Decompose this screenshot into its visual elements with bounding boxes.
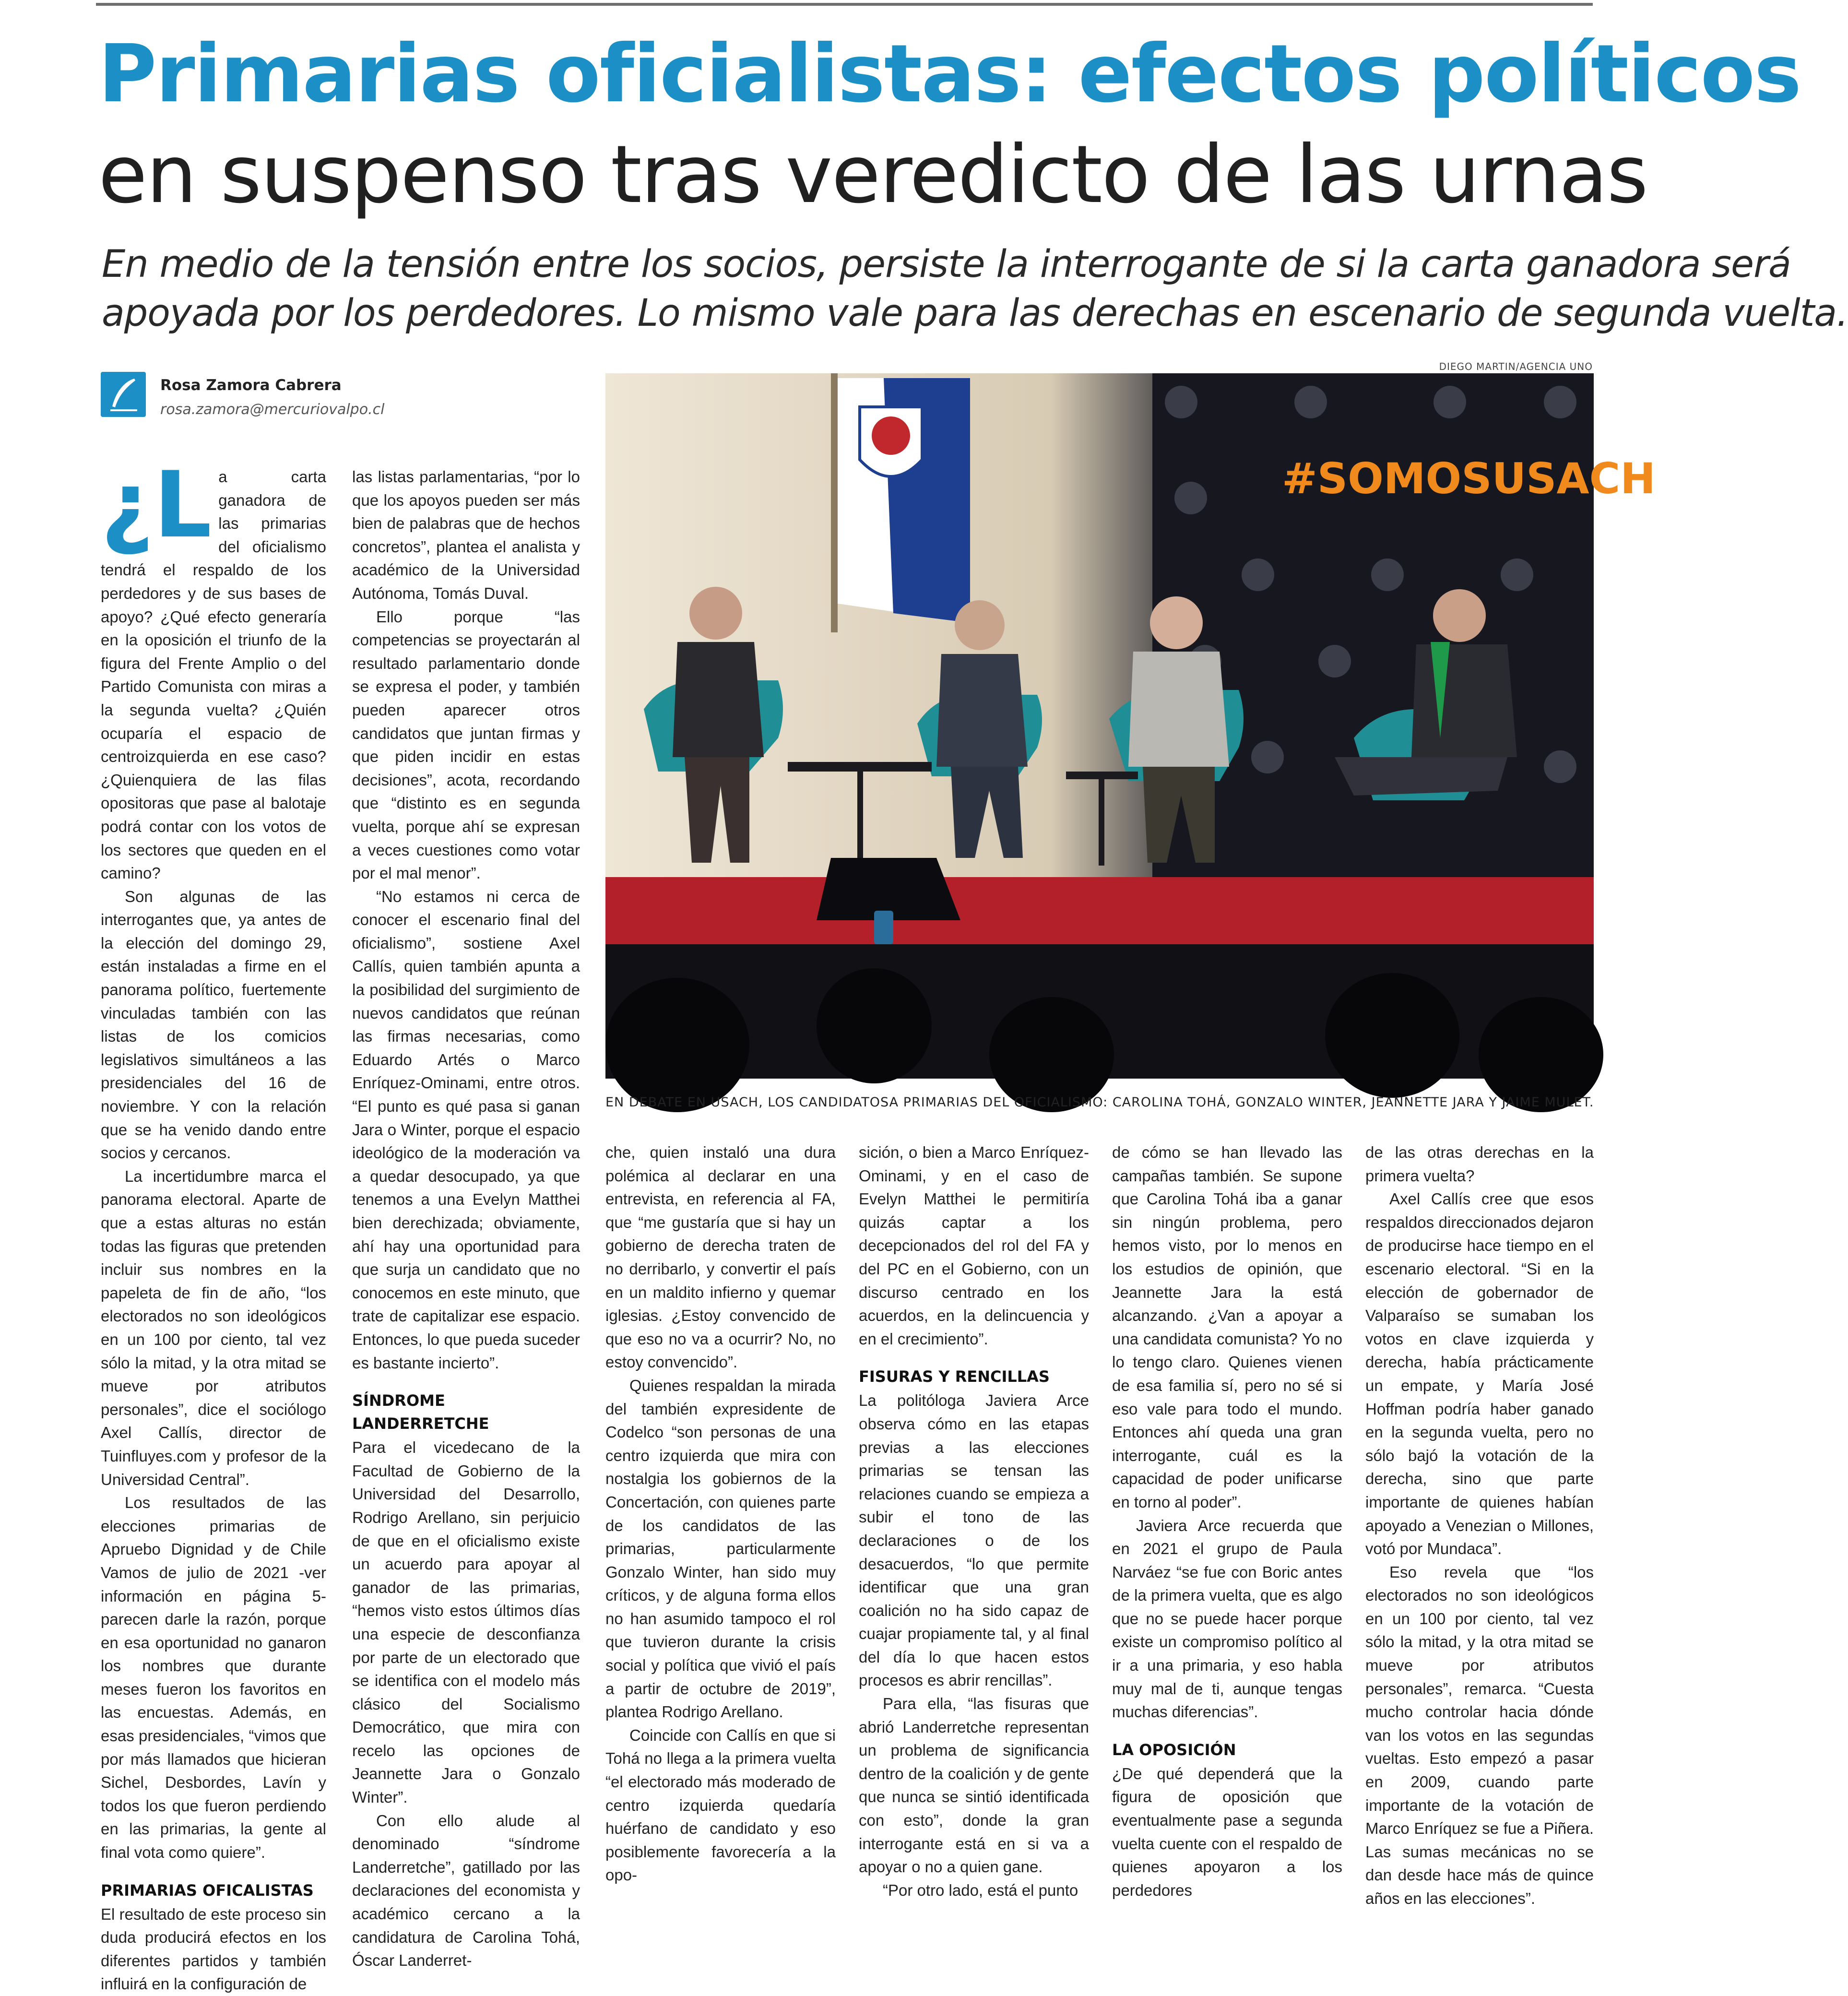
paragraph: de las otras derechas en la primera vuelta? — [1365, 1143, 1594, 1185]
paragraph: “Por otro lado, está el punto — [883, 1881, 1078, 1899]
photo-caption: EN DEBATE EN USACH, LOS CANDIDATOSA PRIMARIAS DEL OFICIALISMO: CAROLINA TOHÁ, GONZALO WINTER, JEANNETTE JARA Y JAIME MULET. — [605, 1095, 1594, 1110]
paragraph: Ello porque “las competencias se proyectarán al resultado parlamentario donde se expresa el poder, y también pueden aparecer otros candidatos que juntan firmas y que piden incidir en estas decisiones”, acota, recordando que “distinto es en segunda vuelta, porque ahí se expresan a veces cuestiones como votar por el mal menor”. — [352, 607, 580, 882]
article-column-4 — [859, 1141, 1089, 1902]
headline-line-2: en suspenso tras veredicto de las urnas — [98, 129, 1647, 221]
paragraph: “No estamos ni cerca de conocer el escenario final del oficialismo”, sostiene Axel Callís, quien también apunta a la posibilidad del surgimiento de nuevos candidatos que reúnan las firmas necesarias, como Eduardo Artés o Marco Enríquez-Ominami, entre otros. “El punto es qué pasa si ganan Jara o Winter, porque el espacio ideológico de la moderación va a quedar desocupado, ya que tenemos a una Evelyn Matthei bien derechizada; obviamente, ahí hay una oportunidad para que surja un candidato que no conocemos en este minuto, que trate de capitalizar ese espacio. Entonces, lo que pueda suceder es bastante incierto”. — [352, 887, 580, 1372]
headline-line-1: Primarias oficialistas: efectos políticos — [98, 28, 1801, 120]
paragraph: las listas parlamentarias, “por lo que los apoyos pueden ser más bien de palabras que de hechos concretos”, plantea el analista y académico de la Universidad Autónoma, Tomás Duval. — [352, 468, 580, 602]
debate-photo — [605, 373, 1656, 1079]
byline-author: Rosa Zamora Cabrera — [160, 377, 342, 394]
quill-icon — [101, 372, 146, 417]
paragraph: ¿De qué dependerá que la figura de oposición que eventualmente pase a segunda vuelta cuente con el respaldo de quienes apoyaron a los perdedores — [1112, 1764, 1342, 1899]
paragraph: Coincide con Callís en que si Tohá no llega a la primera vuelta “el electorado más moderado de centro izquierda quedaría huérfano de candidato y eso posiblemente favorecería a la opo- — [605, 1726, 836, 1884]
section-heading: LA OPOSICIÓN — [1112, 1740, 1236, 1759]
byline-email-link[interactable]: rosa.zamora@mercuriovalpo.cl — [160, 401, 385, 418]
section-heading: FISURAS Y RENCILLAS — [859, 1367, 1050, 1386]
paragraph: Axel Callís cree que esos respaldos direccionados dejaron de producirse hace tiempo en el escenario electoral. “Si en la elección de gobernador de Valparaíso se sumaban los votos en clave izquierda y derecha, había prácticamente un empate, y María José Hoffman podría haber ganado en la segunda vuelta, pero no sólo bajó la votación de la derecha, sino que parte importante de quienes habían apoyado a Venezian o Millones, votó por Mundaca”. — [1365, 1190, 1594, 1558]
deck-subtitle — [102, 240, 1848, 338]
paragraph: Para el vicedecano de la Facultad de Gobierno de la Universidad del Desarrollo, Rodrigo Arellano, sin perjuicio de que en el oficialismo existe un acuerdo para apoyar al ganador de las primarias, “hemos visto estos últimos días una especie de desconfianza por parte de un electorado que se identifica con el modelo más clásico del Socialismo Democrático, que mira con recelo las opciones de Jeannette Jara o Gonzalo Winter”. — [352, 1438, 580, 1806]
article-column-6 — [1365, 1141, 1594, 1911]
dropcap: ¿L — [101, 452, 212, 558]
article-column-3 — [605, 1141, 836, 1887]
paragraph: Son algunas de las interrogantes que, ya antes de la elección del domingo 29, están instaladas a firme en el panorama político, fuertemente vinculadas también con las listas de los comicios legislativos simultáneos a las presidenciales del 16 de noviembre. Y con la relación que se ha venido dando entre socios y cercanos. — [101, 887, 326, 1162]
paragraph: Los resultados de las elecciones primarias de Apruebo Dignidad y de Chile Vamos de julio de 2021 -ver información en página 5- parecen darle la razón, porque en esa oportunidad no ganaron los nombres que durante meses fueron los favoritos en las encuestas. Además, en esas presidenciales, “vimos que por más llamados que hicieran Sichel, Desbordes, Lavín y todos los que fueron perdiendo en las primarias, la gente al final vota como quiere”. — [101, 1494, 326, 1862]
paragraph: El resultado de este proceso sin duda producirá efectos en los diferentes partidos y también influirá en la configuración de — [101, 1905, 326, 1993]
paragraph: Con ello alude al denominado “síndrome Landerretche”, gatillado por las declaraciones del economista y académico cercano a la candidatura de Carolina Tohá, Óscar Landerret- — [352, 1811, 580, 1970]
paragraph: Eso revela que “los electorados no son ideológicos en un 100 por ciento, tal vez sólo la mitad, y la otra mitad se mueve por atributos personales”, remarca. “Cuesta mucho controlar hacia dónde van los votos en las segundas vueltas. Esto empezó a pasar en 2009, cuando parte importante de la votación de Marco Enríquez se fue a Piñera. Las sumas mecánicas no se dan desde hace más de quince años en las elecciones”. — [1365, 1563, 1594, 1907]
lead-text: a carta ganadora de las primarias del oficialismo tendrá el respaldo de los perdedores y de sus bases de apoyo? ¿Qué efecto generaría en la oposición el triunfo de la figura del Frente Amplio o del Partido Comunista con miras a la segunda vuelta? ¿Quién ocuparía el espacio de centroizquierda en ese caso? ¿Quienquiera de las filas opositoras que pase al balotaje podrá contar con los votos de los sectores que queden en el camino? — [101, 468, 326, 882]
photo-credit: DIEGO MARTIN/AGENCIA UNO — [1439, 361, 1593, 372]
paragraph — [101, 452, 326, 885]
article-column-1 — [101, 452, 326, 1996]
deck-line-2: apoyada por los perdedores. Lo mismo vale para las derechas en escenario de segunda vuelta. — [102, 292, 1848, 335]
article-column-2 — [352, 465, 580, 1972]
paragraph: Javiera Arce recuerda que en 2021 el grupo de Paula Narváez “se fue con Boric antes de la primera vuelta, que es algo que no se puede hacer porque existe un compromiso político al ir a una primaria, y eso habla muy mal de ti, aunque tengas muchas diferencias”. — [1112, 1516, 1342, 1721]
paragraph: Para ella, “las fisuras que abrió Landerretche representan un problema de significancia dentro de la coalición y de gente que nunca se sintió identificada con esto”, donde la gran interrogante está en si va a apoyar o no a quien gane. — [859, 1695, 1089, 1876]
section-heading: SÍNDROME LANDERRETCHE — [352, 1391, 489, 1433]
backdrop-hashtag: #SOMOSUSACH — [1282, 454, 1656, 503]
top-rule — [96, 3, 1593, 6]
deck-line-1: En medio de la tensión entre los socios, persiste la interrogante de si la carta ganadora será — [102, 243, 1791, 286]
paragraph: La politóloga Javiera Arce observa cómo en las etapas previas a las elecciones primarias se tensan las relaciones cuando se empieza a subir el tono de las declaraciones o de los desacuerdos, “lo que permite identificar que una gran coalición no ha sido capaz de cuajar propiamente tal, y al final del día lo que hacen estos procesos es abrir rencillas”. — [859, 1391, 1089, 1689]
paragraph: de cómo se han llevado las campañas también. Se supone que Carolina Tohá iba a ganar sin ningún problema, pero hemos visto, por lo menos en los estudios de opinión, que Jeannette Jara la está alcanzando. ¿Van a apoyar a una candidata comunista? Yo no lo tengo claro. Quienes vienen de esa familia sí, pero no sé si eso vale para todo el mundo. Entonces ahí queda una gran interrogante, cuál es la capacidad de poder unificarse en torno al poder”. — [1112, 1143, 1342, 1511]
paragraph: La incertidumbre marca el panorama electoral. Aparte de que a estas alturas no están todas las figuras que pretenden incluir sus nombres en la papeleta de fin de año, “los electorados no son ideológicos en un 100 por ciento, tal vez sólo la mitad, y la otra mitad se mueve por atributos personales”, dice el sociólogo Axel Callís, director de Tuinfluyes.com y profesor de la Universidad Central”. — [101, 1167, 326, 1488]
paragraph: che, quien instaló una dura polémica al declarar en una entrevista, en referencia al FA, que “me gustaría que si hay un gobierno de derecha traten de no derribarlo, y convertir el país en un maldito infierno y quemar iglesias. ¿Estoy convencido de que eso no va a ocurrir? No, no estoy convencido”. — [605, 1143, 836, 1371]
section-heading: PRIMARIAS OFICALISTAS — [101, 1881, 314, 1900]
article-column-5 — [1112, 1141, 1342, 1902]
paragraph: Quienes respaldan la mirada del también expresidente de Codelco “son personas de una centro izquierda que mira con nostalgia los gobiernos de la Concertación, con quienes parte de los candidatos de las primarias, particularmente Gonzalo Winter, han sido muy críticos, y de alguna forma ellos no han asumido tampoco el rol que tuvieron durante la crisis social y política que vivió el país a partir de octubre de 2019”, plantea Rodrigo Arellano. — [605, 1376, 836, 1721]
paragraph: sición, o bien a Marco Enríquez-Ominami, y en el caso de Evelyn Matthei le permitiría quizás captar a los decepcionados del rol del FA y del PC en el Gobierno, con un discurso centrado en los acuerdos, en la delincuencia y en el crecimiento”. — [859, 1143, 1089, 1348]
